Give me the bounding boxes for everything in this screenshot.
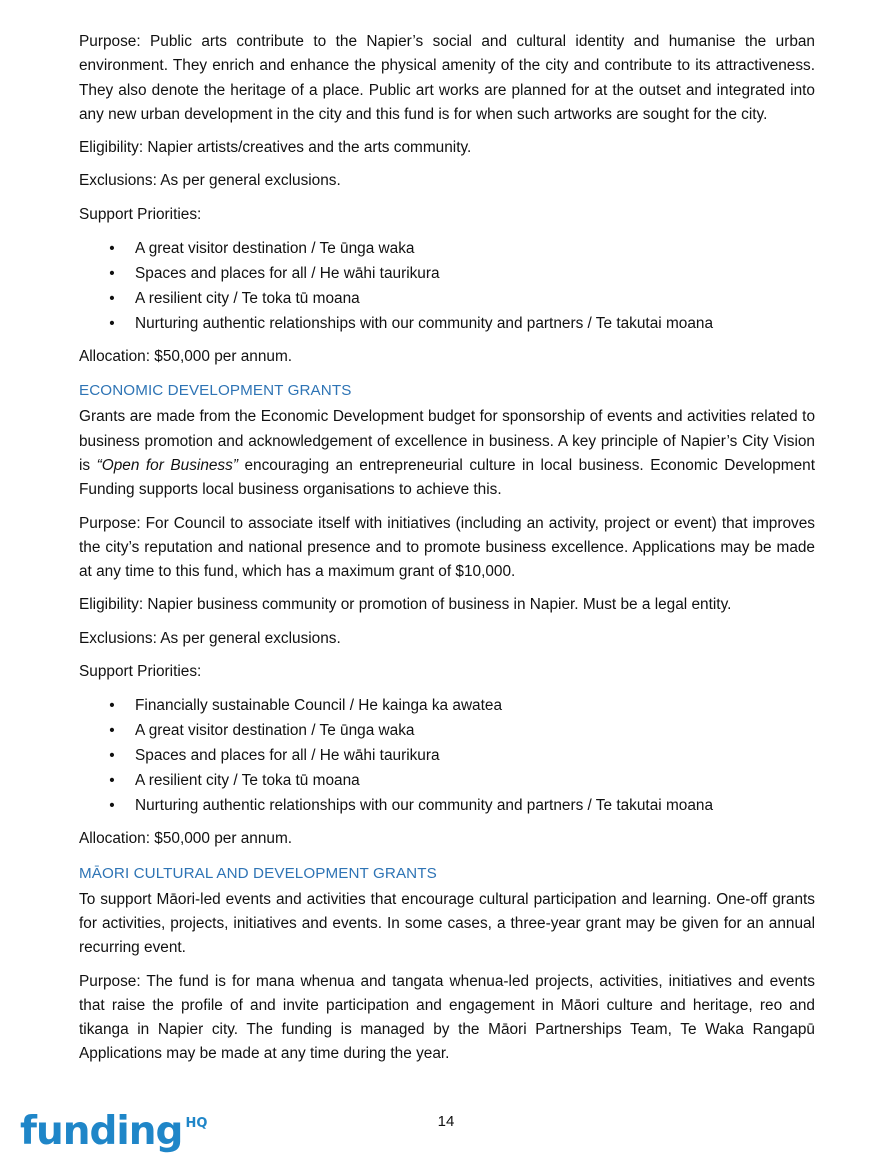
bullet-icon: • xyxy=(109,797,115,815)
bullet-icon: • xyxy=(109,747,115,765)
list-item: • A great visitor destination / Te ūnga waka xyxy=(79,718,815,743)
economic-exclusions: Exclusions: As per general exclusions. xyxy=(79,629,341,647)
document-page xyxy=(79,30,815,1076)
list-item: • A resilient city / Te toka tū moana xyxy=(79,768,815,793)
public-arts-priorities-list xyxy=(79,236,815,336)
economic-support-label: Support Priorities: xyxy=(79,663,202,681)
bullet-icon: • xyxy=(109,697,115,715)
bullet-icon: • xyxy=(109,290,115,308)
public-arts-eligibility: Eligibility: Napier artists/creatives and the arts community. xyxy=(79,139,472,157)
logo-wordmark: funding xyxy=(20,1109,183,1154)
logo-hq-mark: HQ xyxy=(185,1116,208,1131)
maori-purpose: Purpose: The fund is for mana whenua and tangata whenua-led projects, activities, initiatives and events that raise the profile of and invite participation and engagement in Māori culture and heritage, reo and tikanga in Napier city. The funding is managed by the Māori Partnerships Team, Te Waka Rangapū Applications may be made at any time during the year. xyxy=(79,972,815,1063)
economic-development-heading: ECONOMIC DEVELOPMENT GRANTS xyxy=(79,382,352,400)
maori-grants-heading: MĀORI CULTURAL AND DEVELOPMENT GRANTS xyxy=(79,864,437,882)
list-item: • Financially sustainable Council / He kainga ka awatea xyxy=(79,693,815,718)
public-arts-allocation: Allocation: $50,000 per annum. xyxy=(79,348,293,366)
bullet-icon: • xyxy=(109,265,115,283)
list-item: • Nurturing authentic relationships with our community and partners / Te takutai moana xyxy=(79,793,815,818)
economic-allocation: Allocation: $50,000 per annum. xyxy=(79,830,293,848)
list-item: • Nurturing authentic relationships with our community and partners / Te takutai moana xyxy=(79,311,815,336)
list-item: • Spaces and places for all / He wāhi taurikura xyxy=(79,743,815,768)
public-arts-support-label: Support Priorities: xyxy=(79,205,202,223)
economic-eligibility: Eligibility: Napier business community or promotion of business in Napier. Must be a legal entity. xyxy=(79,596,732,614)
bullet-icon: • xyxy=(109,722,115,740)
list-item: • A great visitor destination / Te ūnga waka xyxy=(79,236,815,261)
economic-purpose: Purpose: For Council to associate itself with initiatives (including an activity, project or event) that improves the city’s reputation and national presence and to promote business excellence. Applications may be made at any time to this fund, which has a maximum grant of $10,000. xyxy=(79,514,815,581)
public-arts-exclusions: Exclusions: As per general exclusions. xyxy=(79,172,341,190)
list-item: • Spaces and places for all / He wāhi taurikura xyxy=(79,261,815,286)
list-item: • A resilient city / Te toka tū moana xyxy=(79,286,815,311)
bullet-icon: • xyxy=(109,240,115,258)
economic-intro: Grants are made from the Economic Development budget for sponsorship of events and activities related to business promotion and acknowledgement of excellence in business. A key principle of Napier’s City Vision is “Open for Business” encouraging an entrepreneurial culture in local business. Economic Development Funding supports local business organisations to achieve this. xyxy=(79,408,815,499)
bullet-icon: • xyxy=(109,315,115,333)
page-number: 14 xyxy=(437,1113,455,1130)
maori-intro: To support Māori-led events and activities that encourage cultural participation and learning. One-off grants for activities, projects, initiatives and events. In some cases, a three-year grant may be given for an annual recurring event. xyxy=(79,890,815,957)
public-arts-purpose: Purpose: Public arts contribute to the Napier’s social and cultural identity and humanise the urban environment. They enrich and enhance the physical amenity of the city and contribute to its attractiveness. They also denote the heritage of a place. Public art works are planned for at the outset and integrated into any new urban development in the city and this fund is for when such artworks are sought for the city. xyxy=(79,33,815,123)
open-for-business-emphasis: “Open for Business” xyxy=(96,456,238,474)
bullet-icon: • xyxy=(109,772,115,790)
economic-priorities-list xyxy=(79,693,815,818)
